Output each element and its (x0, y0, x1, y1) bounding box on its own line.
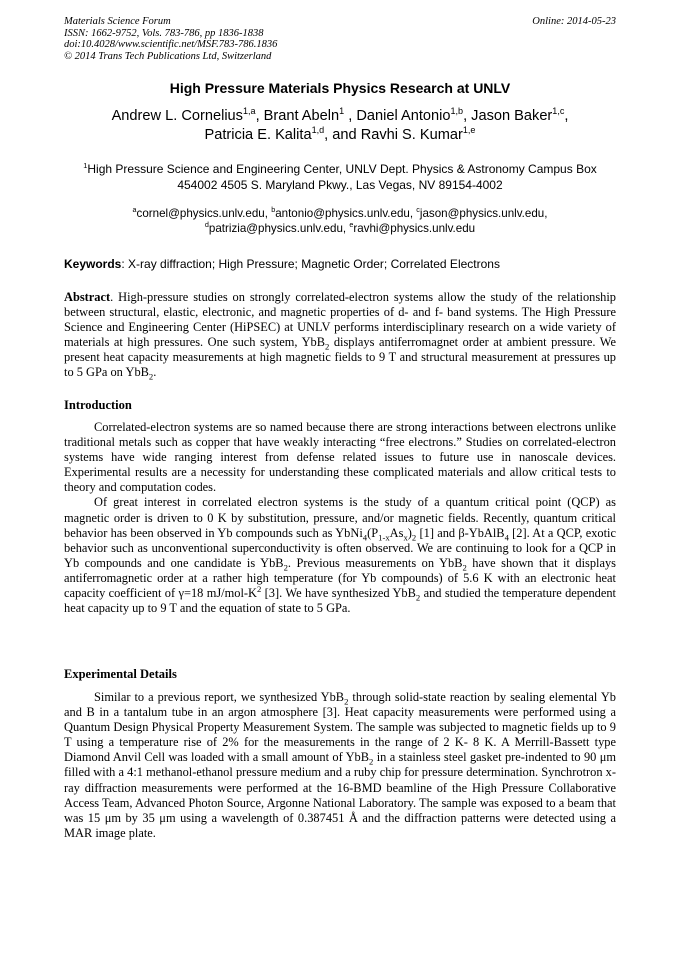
author-separator: , and (324, 127, 361, 143)
text-run: Similar to a previous report, we synthesized YbB (94, 690, 345, 704)
paper-title: High Pressure Materials Physics Research at UNLV (169, 80, 511, 96)
subscript: 4 (362, 532, 368, 543)
abstract-text: . (153, 365, 157, 380)
author-name: Andrew L. Cornelius (111, 108, 243, 124)
author-list (64, 107, 616, 145)
text-run: As (389, 525, 404, 540)
affiliation-line-1: High Pressure Science and Engineering Center, UNLV Dept. Physics & Astronomy Campus Box (87, 162, 597, 176)
subscript: 2 (415, 592, 421, 603)
text-run: Of great interest in correlated electron systems is the study of a quantum critical point (QCP) as magnetic order is driven to 0 K by substitution, pressure, and/or magnetic fields. Recently, quantum critical behavior has been observed in Yb compounds such as YbNi (64, 495, 616, 540)
introduction-heading: Introduction (64, 398, 132, 412)
experimental-paragraph (64, 690, 616, 841)
subscript: 1-x (378, 532, 390, 543)
superscript: 2 (256, 583, 262, 594)
author-affil-mark: 1,c (552, 106, 565, 117)
copyright-line: © 2014 Trans Tech Publications Ltd, Switzerland (64, 50, 272, 62)
keywords (64, 257, 616, 271)
abstract-text: displays antiferromagnet order at ambient pressure. We present heat capacity measurements at high magnetic fields to 9 T and structural measurement at pressures up to 5 GPa on YbB (64, 335, 617, 380)
author-separator: , (344, 108, 357, 124)
affiliation-mark: 1 (83, 161, 88, 170)
abstract (64, 290, 616, 381)
keywords-label: Keywords (64, 257, 122, 271)
author-name: Patricia E. Kalita (204, 127, 312, 143)
email-address: cornel@physics.unlv.edu, (136, 207, 272, 220)
doi-line: doi:10.4028/www.scientific.net/MSF.783-786.1836 (64, 39, 278, 51)
introduction-section (64, 420, 616, 616)
subscript: x (403, 532, 408, 543)
text-run: [2]. At a QCP, exotic behavior such as unconventional superconductivity is often observed. We are continuing to look for a QCP in Yb compounds and one candidate is YbB (64, 525, 616, 570)
affiliation (64, 162, 616, 193)
author-affil-mark: 1,b (450, 106, 464, 117)
email-mark: b (271, 205, 276, 215)
intro-paragraph-1: Correlated-electron systems are so named because there are strong interactions between electrons unlike traditional metals such as copper that have weakly interacting “free electrons.” Studies on correlated-electron systems have wide ranging interest from defense related issues to future use in nanoscale devices. Experimental results are a necessity for understanding these complicated materials and allow critical tests to theory and computation codes. (64, 420, 616, 495)
experimental-heading: Experimental Details (64, 667, 177, 681)
author-name: Jason Baker (471, 108, 553, 124)
author-affil-mark: 1,a (242, 106, 256, 117)
text-run: through solid-state reaction by sealing elemental Yb and B in a tantalum tube in an argon atmosphere [3]. Heat capacity measurements were performed using a Quantum Design Physical Property Measurement System. The sample was subjected to magnetic fields up to 9 T using a temperature rise of 2% for the measurements in the range of 2 K- 8 K. A Merrill-Bassett type Diamond Anvil Cell was loaded with a small amount of YbB (64, 690, 616, 765)
author-name: Brant Abeln (263, 108, 340, 124)
text-run: in a stainless steel gasket pre-indented to 90 μm filled with a 4:1 methanol-ethanol pressure medium and a ruby chip for pressure determination. Synchrotron x-ray diffraction measurements were performed at the 16-BMD beamline of the High Pressure Collaborative Access Team, Advanced Photon Source, Argonne National Laboratory. The sample was exposed to a beam that was 15 μm by 35 μm using a wavelength of 0.387451 Å and the diffraction patterns were detected using a MAR image plate. (64, 750, 616, 840)
text-run: have shown that it displays antiferromagnetic order at a rather high temperature (for Yb compounds) of 5.6 K with an electronic heat capacity coefficient of γ=18 mJ/mol-K (64, 555, 616, 601)
email-address: jason@physics.unlv.edu, (419, 207, 548, 220)
email-mark: c (416, 205, 420, 215)
subscript: 2 (344, 696, 349, 707)
author-separator: , (564, 108, 569, 124)
author-name: Daniel Antonio (356, 108, 451, 124)
text-run: [1] and β-YbAlB (416, 525, 505, 540)
subscript: 2 (462, 562, 467, 573)
author-name: Ravhi S. Kumar (360, 127, 463, 143)
subscript: 2 (369, 756, 374, 767)
author-affil-mark: 1 (339, 106, 345, 117)
subscript: 2 (283, 562, 288, 573)
email-address: patrizia@physics.unlv.edu, (208, 222, 350, 235)
subscript: 2 (411, 532, 417, 543)
text-run: . Previous measurements on YbB (287, 555, 463, 570)
online-date: Online: 2014-05-23 (532, 16, 616, 27)
journal-name: Materials Science Forum (64, 16, 171, 27)
abstract-text: . High-pressure studies on strongly correlated-electron systems allow the study of the relationship between structural, elastic, electronic, and magnetic properties of d- and f- band systems. The High Pressure Science and Engineering Center (HiPSEC) at UNLV performs interdisciplinary research on a wide variety of materials at high pressures. One such system, YbB (64, 290, 616, 350)
issn-line: ISSN: 1662-9752, Vols. 783-786, pp 1836-1838 (64, 27, 264, 39)
subscript: 2 (325, 341, 330, 352)
author-separator: , (463, 108, 472, 124)
subscript: 4 (504, 532, 509, 543)
text-run: ) (407, 525, 412, 540)
author-separator: , (255, 108, 264, 124)
text-run: (P (367, 525, 379, 540)
email-address: ravhi@physics.unlv.edu (353, 222, 476, 235)
email-mark: e (349, 220, 354, 230)
keywords-text: : X-ray diffraction; High Pressure; Magnetic Order; Correlated Electrons (121, 257, 500, 271)
author-affil-mark: 1,d (311, 125, 325, 136)
author-affil-mark: 1,e (462, 125, 476, 136)
subscript: 2 (148, 371, 154, 382)
intro-paragraph-2 (64, 495, 616, 616)
email-list (64, 206, 616, 236)
affiliation-line-2: 454002 4505 S. Maryland Pkwy., Las Vegas, NV 89154-4002 (177, 177, 503, 192)
abstract-label: Abstract (64, 290, 111, 304)
text-run: and studied the temperature dependent heat capacity up to 9 T and the equation of state to 5 GPa. (64, 586, 616, 616)
journal-header (64, 16, 616, 62)
email-mark: a (132, 205, 137, 215)
experimental-section (64, 690, 616, 841)
email-mark: d (204, 220, 209, 230)
text-run: [3]. We have synthesized YbB (261, 586, 416, 601)
email-address: antonio@physics.unlv.edu, (275, 207, 417, 220)
